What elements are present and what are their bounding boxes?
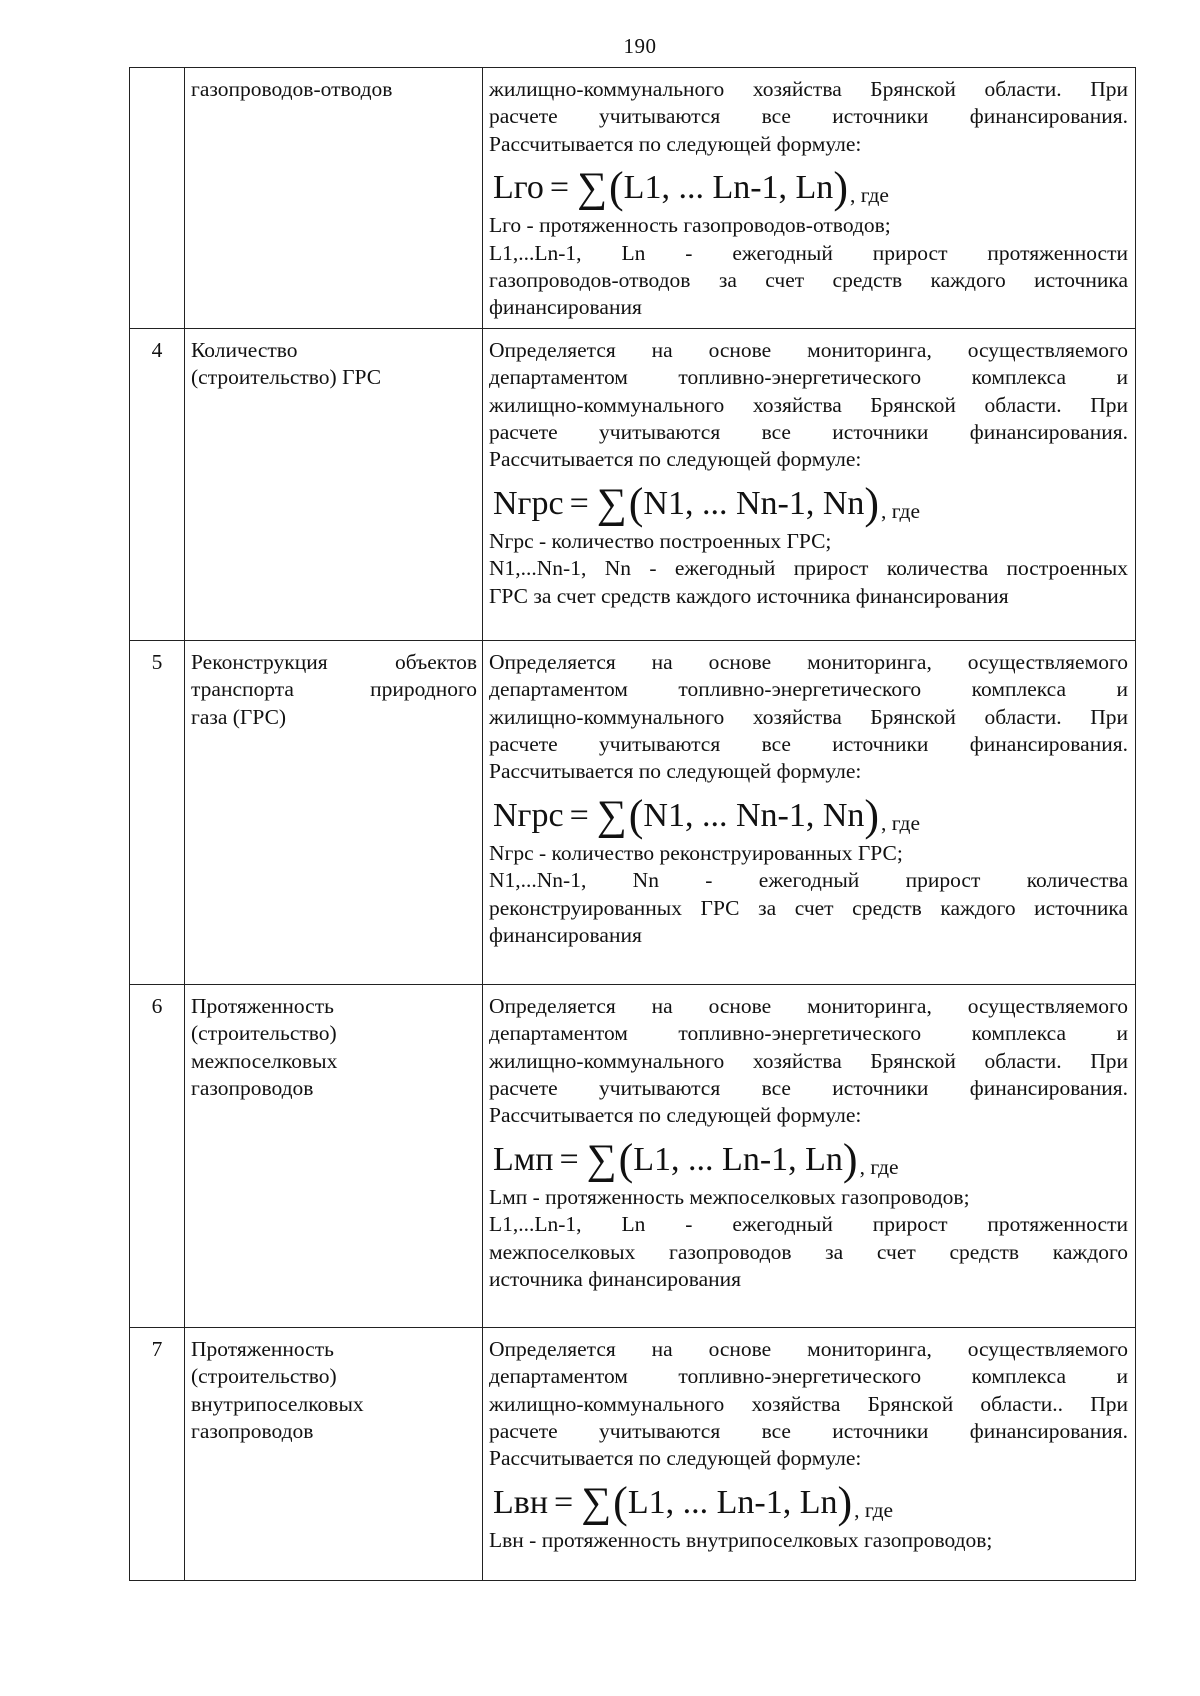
method-text-line: L1,...Ln-1, Ln - ежегодный прирост протяженности — [489, 240, 1128, 265]
calculation-method-cell — [483, 328, 1136, 640]
method-text-line: Определяется на основе мониторинга, осуществляемого — [489, 1336, 1128, 1361]
indicator-name-line: (строительство) — [191, 1021, 337, 1046]
method-text-line: межпоселковых газопроводов за счет средств каждого — [489, 1239, 1128, 1264]
formula-equals: = — [554, 1483, 574, 1521]
indicator-name-line: внутрипоселковых — [191, 1391, 364, 1416]
method-text-line: Рассчитывается по следующей формуле: — [489, 1446, 862, 1471]
method-text-line: расчете учитываются все источники финансирования. — [489, 420, 1128, 445]
indicator-name-cell — [185, 1327, 483, 1580]
formula-equals: = — [549, 169, 570, 207]
formula-equals: = — [569, 484, 589, 522]
method-text-line: департаментом топливно-энергетического комплекса и — [489, 677, 1128, 702]
method-text-line: газопроводов-отводов за счет средств каждого источника — [489, 268, 1128, 293]
method-text-line: Nгрс - количество построенных ГРС; — [489, 528, 832, 553]
indicator-name-line: (строительство) ГРС — [191, 365, 382, 390]
formula-close-paren: ) — [864, 790, 880, 840]
indicator-name-line: транспорта природного — [191, 677, 477, 702]
indicator-name-line: межпоселковых — [191, 1048, 338, 1073]
formula-args: N1, ... Nn-1, Nn — [643, 484, 865, 522]
formula-where: , где — [881, 498, 921, 523]
formula-open-paren: ( — [628, 790, 644, 840]
formula — [493, 1130, 1128, 1182]
indicator-name-cell — [185, 68, 483, 329]
method-text-line: L1,...Ln-1, Ln - ежегодный прирост протяженности — [489, 1212, 1128, 1237]
formula-equals: = — [569, 796, 589, 834]
method-text-line: Рассчитывается по следующей формуле: — [489, 1103, 862, 1128]
table-row — [130, 1327, 1136, 1580]
sum-symbol: ∑ — [596, 480, 627, 527]
calculation-method-cell — [483, 640, 1136, 984]
sum-symbol: ∑ — [586, 1136, 617, 1183]
method-text-line: Определяется на основе мониторинга, осуществляемого — [489, 993, 1128, 1018]
method-text-line: жилищно-коммунального хозяйства Брянской области. При — [489, 392, 1128, 417]
indicator-name-cell — [185, 984, 483, 1327]
method-text-line: реконструированных ГРС за счет средств каждого источника — [489, 895, 1128, 920]
table-row — [130, 68, 1136, 329]
method-text-line: жилищно-коммунального хозяйства Брянской области.. При — [489, 1391, 1128, 1416]
method-text-line: департаментом топливно-энергетического комплекса и — [489, 365, 1128, 390]
calculation-method-cell — [483, 984, 1136, 1327]
method-text-line: N1,...Nn-1, Nn - ежегодный прирост количества — [489, 868, 1128, 893]
formula-open-paren: ( — [618, 1134, 634, 1184]
indicator-name-line: Протяженность — [191, 993, 334, 1018]
formula-lhs: Nгрс — [493, 484, 564, 522]
method-text-line: N1,...Nn-1, Nn - ежегодный прирост количества построенных — [489, 556, 1128, 581]
formula-lhs: Lмп — [493, 1140, 554, 1178]
method-text-line: финансирования — [489, 923, 642, 948]
row-number: 4 — [130, 328, 185, 640]
indicator-name-line: газопроводов — [191, 1076, 314, 1101]
table-row — [130, 984, 1136, 1327]
formula-args: L1, ... Ln-1, Ln — [633, 1140, 843, 1178]
row-number: 7 — [130, 1327, 185, 1580]
method-text-line: расчете учитываются все источники финансирования. — [489, 104, 1128, 129]
method-text-line: жилищно-коммунального хозяйства Брянской области. При — [489, 704, 1128, 729]
method-text-line: Lго - протяженность газопроводов-отводов; — [489, 213, 891, 238]
formula-where: , где — [854, 1497, 894, 1522]
formula — [493, 474, 1128, 526]
indicator-name-cell — [185, 640, 483, 984]
sum-symbol: ∑ — [581, 1479, 612, 1526]
method-text-line: расчете учитываются все источники финансирования. — [489, 1419, 1128, 1444]
formula-close-paren: ) — [864, 478, 880, 528]
formula-close-paren: ) — [837, 1477, 853, 1527]
calculation-method-cell — [483, 1327, 1136, 1580]
table-row — [130, 328, 1136, 640]
row-number — [130, 68, 185, 329]
method-text-line: расчете учитываются все источники финансирования. — [489, 732, 1128, 757]
formula-close-paren: ) — [842, 1134, 858, 1184]
method-text-line: Lмп - протяженность межпоселковых газопроводов; — [489, 1184, 970, 1209]
indicators-table — [129, 67, 1136, 1581]
formula-open-paren: ( — [609, 163, 624, 213]
formula-where: , где — [859, 1154, 899, 1179]
sum-symbol: ∑ — [596, 792, 627, 839]
formula-equals: = — [559, 1140, 579, 1178]
formula-where: , где — [881, 810, 921, 835]
indicator-name-line: Реконструкция объектов — [191, 649, 477, 674]
method-text-line: Рассчитывается по следующей формуле: — [489, 447, 862, 472]
method-text-line: департаментом топливно-энергетического комплекса и — [489, 1021, 1128, 1046]
formula-args: L1, ... Ln-1, Ln — [623, 169, 834, 207]
method-text-line: расчете учитываются все источники финансирования. — [489, 1076, 1128, 1101]
method-text-line: источника финансирования — [489, 1267, 742, 1292]
formula-close-paren: ) — [833, 163, 848, 213]
method-text-line: Определяется на основе мониторинга, осуществляемого — [489, 337, 1128, 362]
formula-args: N1, ... Nn-1, Nn — [643, 796, 865, 834]
indicator-name-line: газопроводов-отводов — [191, 77, 393, 101]
row-number: 6 — [130, 984, 185, 1327]
indicator-name-line: Количество — [191, 337, 298, 362]
indicator-name-line: газопроводов — [191, 1419, 314, 1444]
sum-symbol: ∑ — [577, 165, 608, 212]
formula-args: L1, ... Ln-1, Ln — [627, 1483, 838, 1521]
formula — [493, 1473, 1128, 1525]
formula-lhs: Nгрс — [493, 796, 564, 834]
formula — [493, 786, 1128, 838]
method-text-line: жилищно-коммунального хозяйства Брянской области. При — [489, 1048, 1128, 1073]
calculation-method-cell — [483, 68, 1136, 329]
method-text-line: ГРС за счет средств каждого источника финансирования — [489, 583, 1009, 608]
method-text-line: департаментом топливно-энергетического комплекса и — [489, 1364, 1128, 1389]
page-number: 190 — [623, 34, 657, 58]
method-text-line: жилищно-коммунального хозяйства Брянской области. При — [489, 77, 1128, 101]
formula-lhs: Lвн — [493, 1483, 549, 1521]
indicator-name-cell — [185, 328, 483, 640]
method-text-line: финансирования — [489, 295, 642, 320]
formula-open-paren: ( — [628, 478, 644, 528]
row-number: 5 — [130, 640, 185, 984]
table-row — [130, 640, 1136, 984]
method-text-line: Nгрс - количество реконструированных ГРС; — [489, 840, 903, 865]
method-text-line: Рассчитывается по следующей формуле: — [489, 759, 862, 784]
method-text-line: Определяется на основе мониторинга, осуществляемого — [489, 649, 1128, 674]
formula-where: , где — [849, 183, 889, 208]
indicator-name-line: Протяженность — [191, 1336, 334, 1361]
indicator-name-line: (строительство) — [191, 1364, 337, 1389]
formula-open-paren: ( — [613, 1477, 628, 1527]
method-text-line: Lвн - протяженность внутрипоселковых газопроводов; — [489, 1527, 993, 1552]
indicator-name-line: газа (ГРС) — [191, 704, 287, 729]
method-text-line: Рассчитывается по следующей формуле: — [489, 131, 862, 156]
formula — [493, 158, 1128, 213]
formula-lhs: Lго — [493, 169, 544, 207]
